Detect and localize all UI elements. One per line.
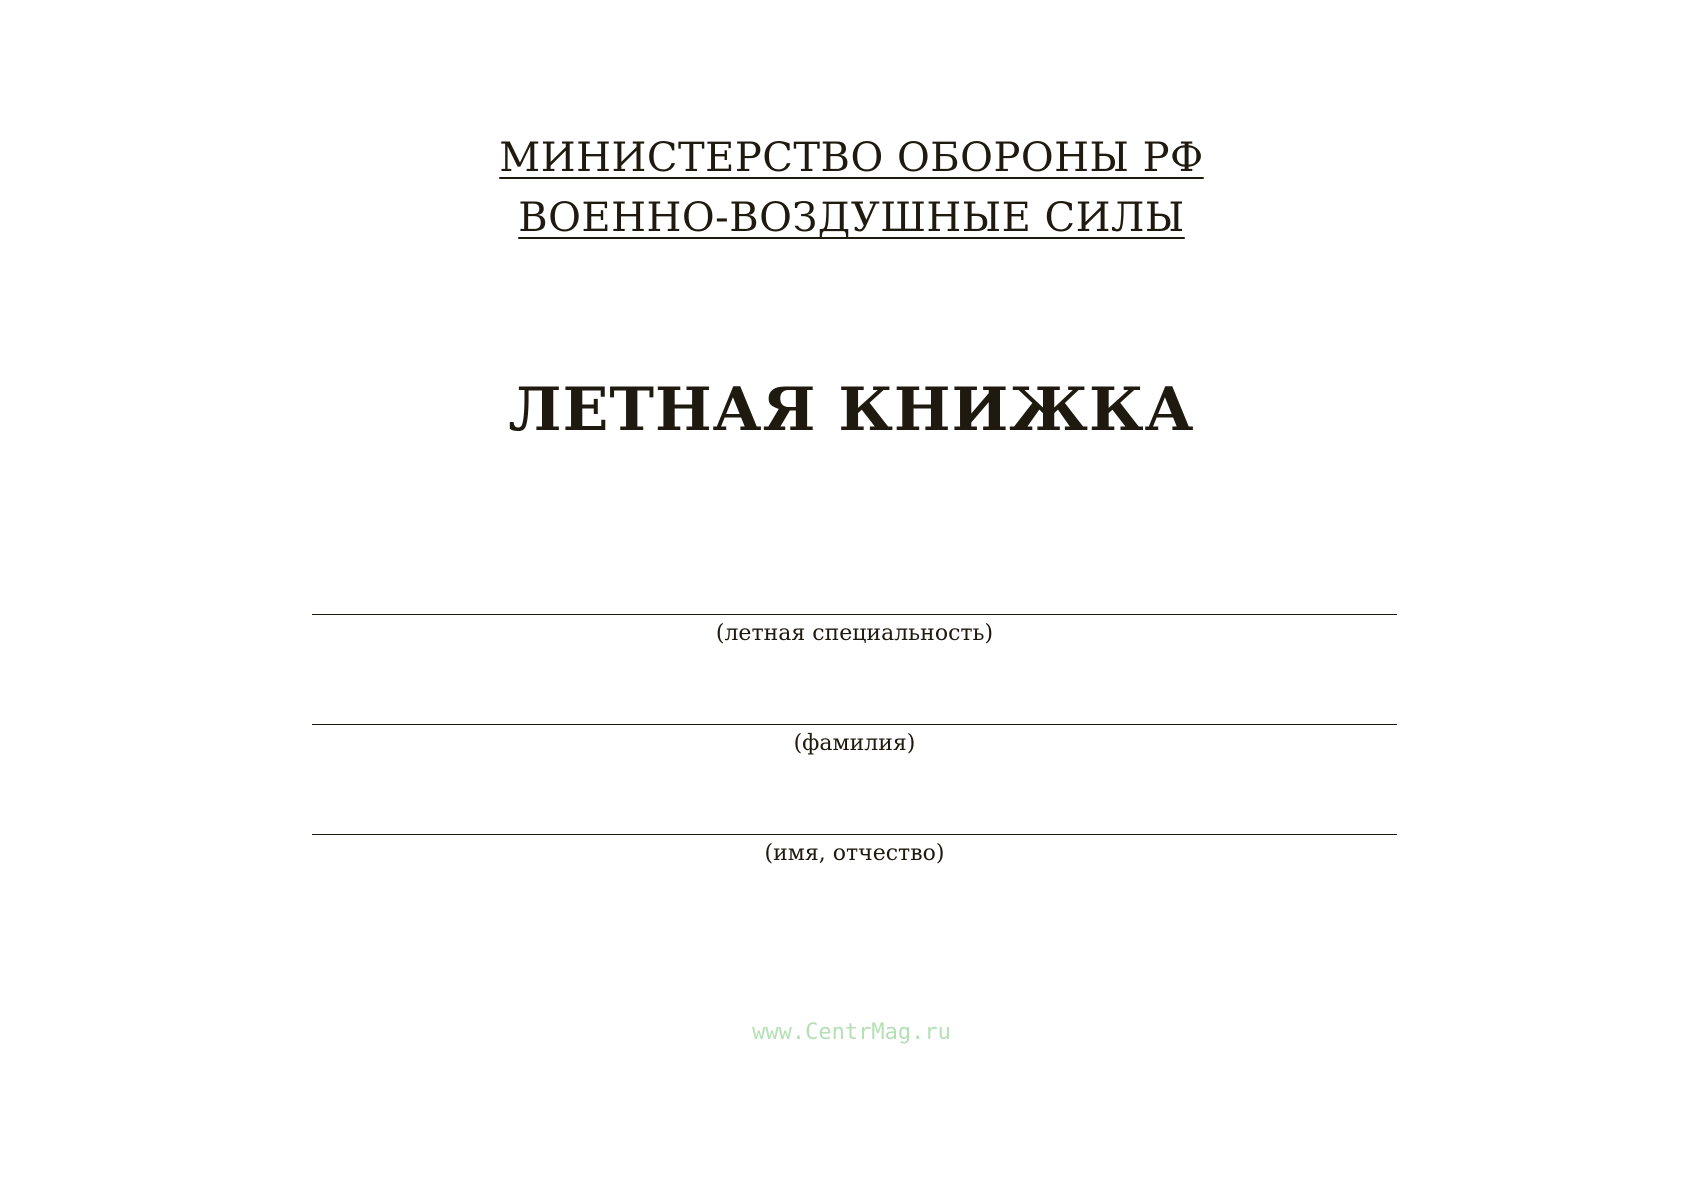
watermark: www.CentrMag.ru <box>752 1020 951 1045</box>
surname-fill-line <box>312 724 1397 725</box>
specialty-fill-line <box>312 614 1397 615</box>
header <box>0 128 1703 248</box>
specialty-caption: (летная специальность) <box>715 621 994 646</box>
name-patronymic-fill-line <box>312 834 1397 835</box>
document-title: ЛЕТНАЯ КНИЖКА <box>508 375 1195 445</box>
name-patronymic-caption: (имя, отчество) <box>764 841 945 866</box>
ministry-heading: МИНИСТЕРСТВО ОБОРОНЫ РФ <box>499 135 1204 181</box>
surname-caption: (фамилия) <box>793 731 916 756</box>
air-force-heading: ВОЕННО-ВОЗДУШНЫЕ СИЛЫ <box>518 195 1185 241</box>
surname-field <box>312 724 1397 759</box>
name-patronymic-field <box>312 834 1397 869</box>
specialty-field <box>312 614 1397 649</box>
